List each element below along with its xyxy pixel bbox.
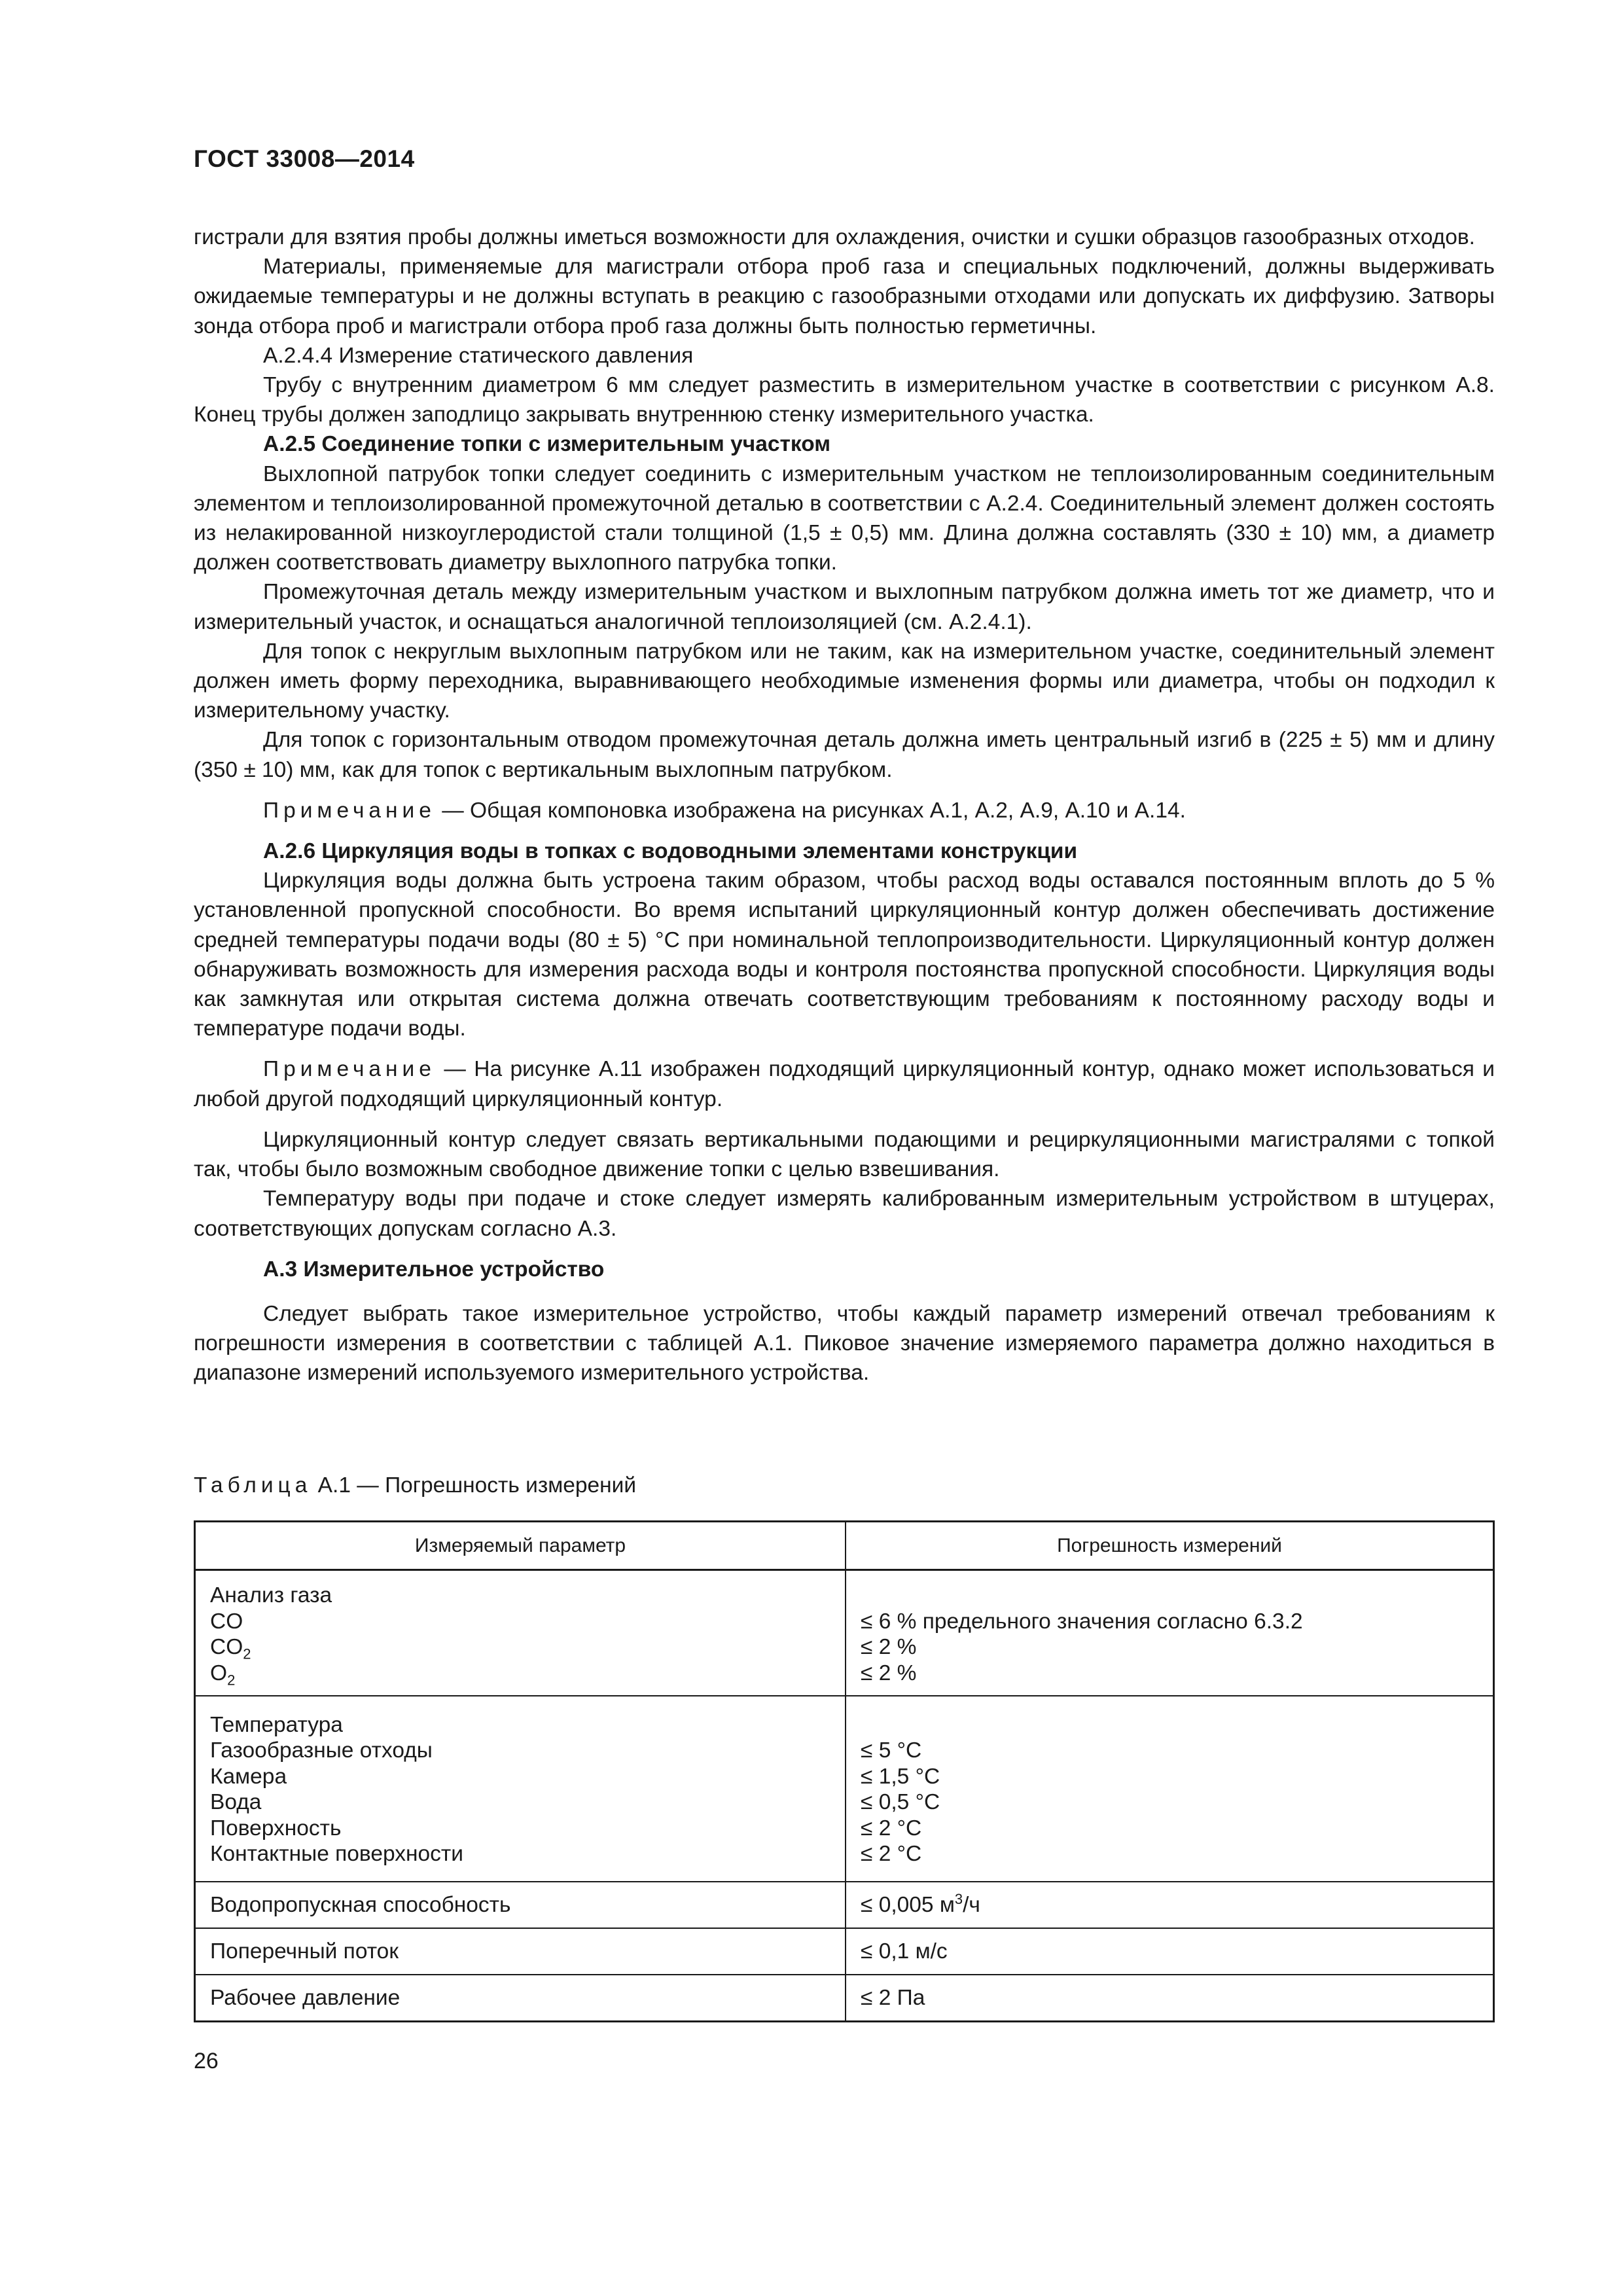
table-cell (846, 1570, 1494, 1696)
cell-line: Поверхность (210, 1816, 342, 1840)
body-text (194, 223, 1495, 1388)
cell-line: Камера (210, 1764, 287, 1789)
formula-base: CO (210, 1635, 243, 1659)
paragraph: Выхлопной патрубок топки следует соединить с измерительным участком не теплоизолированным соединительным элементом и теплоизолированной промежуточной деталью в соответствии с А.2.4. Соединительный элемент должен состоять из нелакированной низкоуглеродистой стали толщиной (1,5 ± 0,5) мм. Длина должна составлять (330 ± 10) мм, а диаметр должен соответствовать диаметру выхлопного патрубка топки. (194, 461, 1495, 575)
cell-line: ≤ 5 °С (861, 1738, 922, 1763)
cell-line (861, 1712, 1478, 1738)
cell-line: CO (210, 1609, 243, 1634)
subsection-heading: А.2.4.4 Измерение статического давления (263, 343, 694, 368)
value-superscript: 3 (954, 1890, 963, 1907)
note-label: Примечание (263, 1057, 436, 1082)
value-text: ≤ 0,005 м (861, 1892, 955, 1917)
formula-base: O (210, 1660, 228, 1685)
table-row (195, 1975, 1494, 2022)
cell-line (861, 1583, 1478, 1609)
paragraph: Для топок с горизонтальным отводом промежуточная деталь должна иметь центральный изгиб в (225 ± 5) мм и длину (350 ± 10) мм, как для топок с вертикальным выхлопным патрубком. (194, 728, 1495, 782)
caption-text: А.1 — Погрешность измерений (312, 1473, 637, 1498)
note-text: — На рисунке А.11 изображен подходящий циркуляционный контур, однако может использоваться и любой другой подходящий циркуляционный контур. (194, 1057, 1495, 1111)
formula-subscript: 2 (227, 1672, 236, 1689)
cell-line: Контактные поверхности (210, 1842, 463, 1866)
column-header: Погрешность измерений (846, 1522, 1494, 1570)
paragraph: Следует выбрать такое измерительное устройство, чтобы каждый параметр измерений отвечал требованиям к погрешности измерения в соответствии с таблицей А.1. Пиковое значение измеряемого параметра должно находиться в диапазоне измерений используемого измерительного устройства. (194, 1301, 1495, 1386)
table-cell: ≤ 2 Па (846, 1975, 1494, 2022)
table-cell: Водопропускная способность (195, 1882, 846, 1928)
table-row (195, 1696, 1494, 1882)
table-row (195, 1570, 1494, 1696)
column-header: Измеряемый параметр (195, 1522, 846, 1570)
table-cell (846, 1696, 1494, 1882)
value-text: /ч (963, 1892, 980, 1917)
paragraph: Для топок с некруглым выхлопным патрубком или не таким, как на измерительном участке, соединительный элемент должен иметь форму переходника, выравнивающего необходимые изменения формы или диаметра, чтобы он подходил к измерительному участку. (194, 639, 1495, 723)
note-label: Примечание (263, 798, 436, 823)
table-row (195, 1928, 1494, 1975)
cell-line (210, 1660, 830, 1687)
cell-line: Температура (210, 1712, 343, 1737)
cell-line: ≤ 2 °С (861, 1842, 922, 1866)
cell-line: ≤ 2 % (861, 1660, 917, 1685)
section-heading: А.3 Измерительное устройство (263, 1257, 605, 1282)
paragraph: Температуру воды при подаче и стоке следует измерять калиброванным измерительным устройством в штуцерах, соответствующих допускам согласно А.3. (194, 1187, 1495, 1241)
cell-line: ≤ 2 °С (861, 1816, 922, 1840)
table-header-row (195, 1522, 1494, 1570)
table-row (195, 1882, 1494, 1928)
measurement-error-table (194, 1520, 1495, 2022)
note (194, 796, 1495, 825)
formula-subscript: 2 (243, 1645, 251, 1662)
table-caption (194, 1471, 636, 1500)
cell-line: ≤ 0,5 °С (861, 1790, 940, 1814)
cell-line: ≤ 2 % (861, 1635, 917, 1659)
note-text: — Общая компоновка изображена на рисунках А.1, А.2, А.9, А.10 и А.14. (435, 798, 1186, 823)
cell-line: Вода (210, 1790, 262, 1814)
table-cell (195, 1570, 846, 1696)
section-heading: А.2.5 Соединение топки с измерительным участком (263, 432, 831, 457)
paragraph: Промежуточная деталь между измерительным участком и выхлопным патрубком должна иметь тот же диаметр, что и измерительный участок, и оснащаться аналогичной теплоизоляцией (см. А.2.4.1). (194, 580, 1495, 634)
paragraph: гистрали для взятия пробы должны иметься возможности для охлаждения, очистки и сушки образцов газообразных отходов. (194, 225, 1475, 249)
cell-line: Анализ газа (210, 1583, 332, 1607)
cell-line: Газообразные отходы (210, 1738, 433, 1763)
cell-line (210, 1634, 830, 1660)
table-cell: Рабочее давление (195, 1975, 846, 2022)
paragraph: Трубу с внутренним диаметром 6 мм следует разместить в измерительном участке в соответствии с рисунком А.8. Конец трубы должен заподлицо закрывать внутреннюю стенку измерительного участка. (194, 373, 1495, 427)
table-cell: Поперечный поток (195, 1928, 846, 1975)
paragraph: Циркуляция воды должна быть устроена таким образом, чтобы расход воды оставался постоянным вплоть до 5 % установленной пропускной способности. Во время испытаний циркуляционный контур должен обеспечивать достижение средней температуры подачи воды (80 ± 5) °С при номинальной теплопроизводительности. Циркуляционный контур должен обнаруживать возможность для измерения расхода воды и контроля постоянства пропускной способности. Циркуляция воды как замкнутая или открытая система должна отвечать соответствующим требованиям к постоянному расходу воды и температуре подачи воды. (194, 869, 1495, 1041)
page-number: 26 (194, 2049, 219, 2073)
cell-line: ≤ 1,5 °С (861, 1764, 940, 1789)
paragraph: Материалы, применяемые для магистрали отбора проб газа и специальных подключений, должны выдерживать ожидаемые температуры и не должны вступать в реакцию с газообразными отходами или допускать их диффузию. Затворы зонда отбора проб и магистрали отбора проб газа должны быть полностью герметичны. (194, 255, 1495, 338)
paragraph: Циркуляционный контур следует связать вертикальными подающими и рециркуляционными магистралями с топкой так, чтобы было возможным свободное движение топки с целью взвешивания. (194, 1127, 1495, 1182)
table-cell (846, 1882, 1494, 1928)
table-cell (195, 1696, 846, 1882)
note (194, 1054, 1495, 1113)
cell-line: ≤ 6 % предельного значения согласно 6.3.2 (861, 1609, 1303, 1634)
section-heading: А.2.6 Циркуляция воды в топках с водоводными элементами конструкции (263, 839, 1078, 864)
caption-label: Таблица (194, 1473, 312, 1498)
document-header: ГОСТ 33008—2014 (194, 145, 415, 172)
table-cell: ≤ 0,1 м/с (846, 1928, 1494, 1975)
